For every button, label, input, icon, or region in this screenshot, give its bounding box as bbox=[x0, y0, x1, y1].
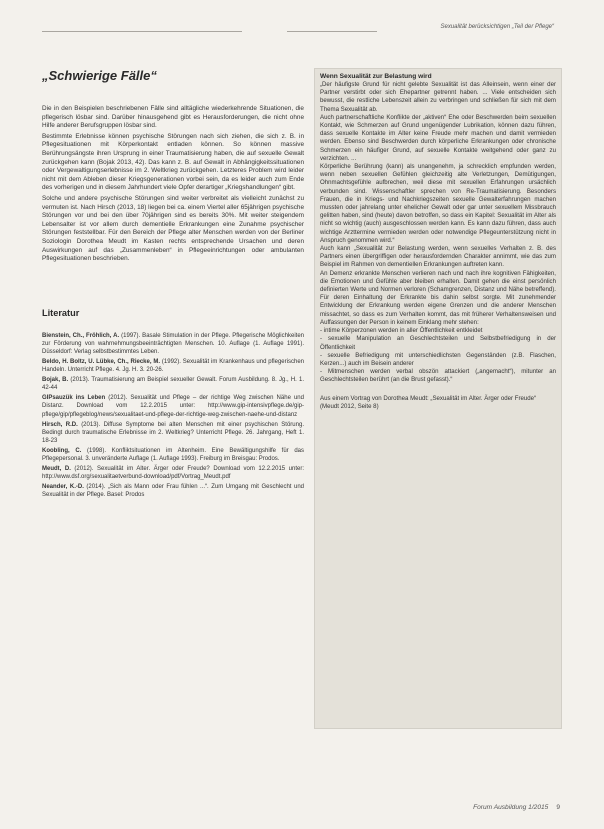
info-box-list-item: - sexuelle Befriedigung mit unterschiedlichsten Gegenständen (z.B. Flaschen, Kerzen...) auch im Beisein anderer bbox=[320, 351, 556, 367]
reference-text: (2014). „Sich als Mann oder Frau fühlen ...“. Zum Umgang mit Geschlecht und Sexualität in der Pflege. Basel: Prodos bbox=[42, 484, 304, 499]
header-rule-mid bbox=[287, 31, 377, 32]
reference-author: Meudt, D. bbox=[42, 466, 71, 473]
main-column bbox=[42, 68, 304, 501]
reference-item bbox=[42, 394, 304, 418]
page-number: 9 bbox=[556, 804, 560, 811]
info-box-paragraph: „Der häufigste Grund für nicht gelebte Sexualität ist das Alleinsein, wenn einer der Partner verstirbt oder sich Ehepartner getrennt haben. ... Viele entscheiden sich bewusst, die restliche Lebenszeit allein zu verbringen und schließen für sich mit dem Thema Sexualität ab. bbox=[320, 81, 556, 113]
body-paragraph: Die in den Beispielen beschriebenen Fälle sind alltägliche wiederkehrende Situationen, die pflegerisch lösbar sind. Darüber hinausgehend gibt es Herausforderungen, die nicht ohne Hilfe anderer Berufsgruppen lösbar sind. bbox=[42, 105, 304, 130]
reference-item bbox=[42, 332, 304, 356]
reference-list bbox=[42, 332, 304, 500]
reference-item bbox=[42, 421, 304, 445]
info-box-paragraph: An Demenz erkrankte Menschen verlieren nach und nach ihre kognitiven Fähigkeiten, die Emotionen und Gefühle aber bleiben erhalten. Damit gehen die einst persönlich definierten Werte und Normen verloren (Schamgrenzen, Distanz und Nähe betreffend). Für deren Einhaltung der Erkrankte bis dahin selbst sorgte. Mit zunehmender Entwicklung der Erkrankung werden eigene Grenzen und die anderer Menschen missachtet, so dass es zum Verhalten kommt, das mit früherer Verhaltensweisen und Auffassungen der Person in keinem Einklang mehr stehen: bbox=[320, 269, 556, 326]
info-box-list-item: - Mitmenschen werden verbal obszön attackiert („angemacht“), mitunter an Geschlechtsteilen berührt (an die Brust gefasst).“ bbox=[320, 368, 556, 384]
header-rule-left bbox=[42, 31, 242, 32]
reference-author: Koobling, C. bbox=[42, 447, 82, 454]
info-box-list-item: - sexuelle Manipulation an Geschlechtsteilen und Selbstbefriedigung in der Öffentlichkeit bbox=[320, 335, 556, 351]
reference-author: Bojak, B. bbox=[42, 377, 69, 384]
reference-author: Neander, K.-D. bbox=[42, 484, 84, 491]
reference-text: (2013). Traumatisierung am Beispiel sexueller Gewalt. Forum Ausbildung. 8. Jg., H. 1. 42-44 bbox=[42, 377, 304, 392]
sidebar-column bbox=[314, 68, 562, 729]
reference-item bbox=[42, 483, 304, 499]
body-paragraph: Solche und andere psychische Störungen sind weiter verbreitet als vielleicht zunächst zu vermuten ist. Nach Hirsch (2013, 18) liegen bei ca. einem Viertel aller 65jährigen psychische Störungen vor und bei den über 70jährigen sind es bereits 30%. Mit weiter steigendem Lebensalter ist vor allem durch dementielle Erkrankungen eine Zunahme psychischer Störungen feststellbar. Für den Bereich der Pflege alter Menschen werden von der Berliner Soziologin Dorothea Meudt im Kasten rechts entsprechende Ursachen und deren Auswirkungen auf das „Zusammenleben“ in Pflegeeinrichtungen oder ambulanten Pflegesituationen beschrieben. bbox=[42, 194, 304, 263]
journal-name: Forum Ausbildung 1/2015 bbox=[473, 804, 549, 811]
reference-item bbox=[42, 376, 304, 392]
info-box-paragraph: Auch partnerschaftliche Konflikte der „aktiven“ Ehe oder Beschwerden beim sexuellen Kontakt, wie Schmerzen auf Grund ungenügender Lubrikation, können dazu führen, dass sexuelle Kontakte im Alter keine Freude mehr machen und damit vermieden werden. Ebenso sind Beschwerden durch körperliche Erkrankungen oder chronische Schmerzen ein häufiger Grund, auf sexuelle Kontakte weitgehend oder ganz zu verzichten. ... bbox=[320, 113, 556, 162]
info-box bbox=[314, 68, 562, 729]
reference-author: Hirsch, R.D. bbox=[42, 421, 78, 428]
reference-text: (1998). Konfliktsituationen im Altenheim. Eine Bewältigungshilfe für das Pflegepersonal. 3. unveränderte Auflage (1. Auflage 1993). Freiburg im Breisgau: Prodos. bbox=[42, 447, 305, 462]
page-footer bbox=[473, 804, 560, 811]
running-title: Sexualität berücksichtigen „Teil der Pflege“ bbox=[440, 24, 554, 30]
body-paragraph: Bestimmte Erlebnisse können psychische Störungen nach sich ziehen, die sich z. B. in Pflegesituationen mit Körperkontakt entladen können. So können massive Berührungsängste ihren Ursprung in einer Traumatisierung haben, die auf sexuelle Gewalt zurückgehen kann (Bojak 2013, 42). Das kann z. B. auf Gewalt in Abhängigkeitssituationen oder Vergewaltigungserlebnisse im 2. Weltkrieg zurückgehen. Letzteres Problem wird leider nicht mit dem Ableben dieser Kriegsgenerationen vorbei sein, da es leider auch zum Ende des vorherigen und in diesem Jahrhundert viele Opfer derartiger „Kriegshandlungen“ gibt. bbox=[42, 132, 304, 192]
reference-text: (2012). Sexualität im Alter. Ärger oder Freude? Download vom 12.2.2015 unter: http://www.dsf.org/sexualitaetverbund-download/pdf/Vortrag_Meudt.pdf bbox=[42, 466, 305, 481]
reference-text: (1997). Basale Stimulation in der Pflege. Pflegerische Möglichkeiten zur Förderung von wahrnehmungsbeeinträchtigten Menschen. 10. Auflage (1. Auflage 1991). Düsseldorf: Verlag selbstbestimmtes Leben. bbox=[42, 332, 304, 355]
info-box-title: Wenn Sexualität zur Belastung wird bbox=[320, 73, 432, 80]
section-title: „Schwierige Fälle“ bbox=[42, 68, 157, 83]
literature-heading: Literatur bbox=[42, 307, 80, 318]
reference-text: (1992). Sexualität im Krankenhaus und pflegerischen Handeln. Unterricht Pflege. 4. Jg. H. 3. 20-26. bbox=[42, 358, 304, 374]
info-box-paragraph: Körperliche Berührung (kann) als unangenehm, ja schrecklich empfunden werden, wenn neben sexuellen Gefühlen gleichzeitig alte Verletzungen, Demütigungen, Ohnmachtsgefühle aufbrechen, weil diese mit sexuellen Erfahrungen ursächlich verbunden sind. Wissenschaftler sprechen von Re-Traumatisierung. Besonders Frauen, die in Kriegs- und Nachkriegszeiten sexuelle Gewalterfahrungen machen mussten oder jahrelang unter ehelicher Gewalt oder gar unter sexuellem Missbrauch gelitten haben, sind (heute) davon betroffen, so dass ein Kapitel: Sexualität im Alter als nicht so wichtig (auch) ausgeschlossen werden kann. Es kann dazu führen, dass auch wichtige Arzttermine vermieden werden oder notwendige Pflegeunterstützung nicht in Anspruch genommen wird.“ bbox=[320, 163, 556, 244]
reference-author: Beldo, H. Boltz, U. Lübke, Ch., Riecke, M. bbox=[42, 358, 161, 365]
info-box-source: Aus einem Vortrag von Dorothea Meudt: „Sexualität im Alter. Ärger oder Freude“ (Meudt 2012, Seite 8) bbox=[320, 394, 537, 410]
reference-text: (2012). Sexualität und Pflege – der richtige Weg zwischen Nähe und Distanz. Download vom 12.2.2015 unter: http://www.gip-intensivpflege.de/gip-pflege/gip/pflegeblog/news/sexualitaet-und-pflege-der-richtige-weg-zwischen-naehe-und-distanz bbox=[42, 395, 304, 418]
info-box-paragraph: Auch kann „Sexualität zur Belastung werden, wenn sexuelles Verhalten z. B. des Partners einen übergriffigen oder herausfordernden Charakter annimmt, wie das zum Beispiel im Rahmen von dementiellen Erkrankungen auftreten kann. bbox=[320, 245, 556, 269]
reference-item bbox=[42, 358, 304, 374]
reference-item bbox=[42, 465, 304, 481]
reference-author: GIPsauzük ins Leben bbox=[42, 395, 106, 402]
reference-text: (2013). Diffuse Symptome bei alten Menschen mit einer psychischen Störung. Bedingt durch traumatische Erlebnisse im 2. Weltkrieg? Unterricht Pflege. 26. Jahrgang, Heft 1. 18-23 bbox=[42, 421, 304, 444]
info-box-list-item: - intime Körperzonen werden in aller Öffentlichkeit entkleidet bbox=[320, 327, 483, 335]
reference-item bbox=[42, 447, 304, 463]
reference-author: Bienstein, Ch., Fröhlich, A. bbox=[42, 332, 120, 339]
